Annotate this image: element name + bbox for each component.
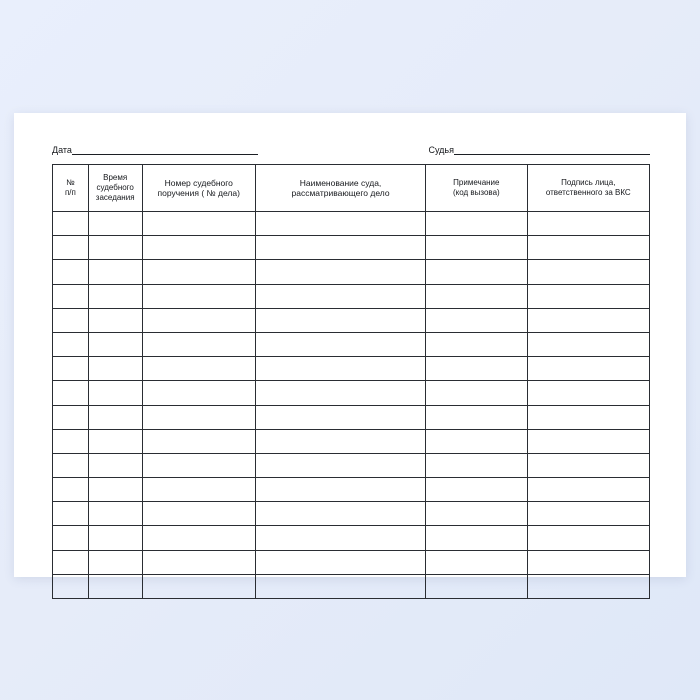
column-header-order-number-text: Номер судебного поручения ( № дела) bbox=[157, 178, 240, 198]
cell-time[interactable] bbox=[88, 357, 142, 381]
table-row bbox=[53, 357, 650, 381]
column-header-note-text: Примечание (код вызова) bbox=[452, 178, 500, 197]
cell-court-name[interactable] bbox=[255, 284, 425, 308]
page-content bbox=[52, 141, 650, 559]
cell-note[interactable] bbox=[426, 478, 527, 502]
cell-number[interactable] bbox=[53, 429, 89, 453]
table-head bbox=[53, 165, 650, 212]
table-row bbox=[53, 381, 650, 405]
cell-time[interactable] bbox=[88, 381, 142, 405]
column-header-number-text: № п/п bbox=[64, 178, 76, 197]
judge-write-line[interactable] bbox=[454, 145, 650, 155]
cell-order-number[interactable] bbox=[142, 429, 255, 453]
table-header-row bbox=[53, 165, 650, 212]
cell-number[interactable] bbox=[53, 405, 89, 429]
table-row bbox=[53, 453, 650, 477]
cell-order-number[interactable] bbox=[142, 453, 255, 477]
table-row bbox=[53, 308, 650, 332]
cell-number[interactable] bbox=[53, 284, 89, 308]
cell-court-name[interactable] bbox=[255, 236, 425, 260]
judge-label: Судья bbox=[428, 145, 454, 155]
cell-note[interactable] bbox=[426, 212, 527, 236]
cell-number[interactable] bbox=[53, 502, 89, 526]
cell-signature[interactable] bbox=[527, 381, 649, 405]
cell-time[interactable] bbox=[88, 332, 142, 356]
cell-order-number[interactable] bbox=[142, 236, 255, 260]
cell-court-name[interactable] bbox=[255, 574, 425, 598]
cell-time[interactable] bbox=[88, 212, 142, 236]
cell-time[interactable] bbox=[88, 429, 142, 453]
cell-court-name[interactable] bbox=[255, 526, 425, 550]
cell-time[interactable] bbox=[88, 260, 142, 284]
cell-number[interactable] bbox=[53, 308, 89, 332]
cell-signature[interactable] bbox=[527, 478, 649, 502]
cell-court-name[interactable] bbox=[255, 381, 425, 405]
cell-court-name[interactable] bbox=[255, 550, 425, 574]
cell-number[interactable] bbox=[53, 212, 89, 236]
table-row bbox=[53, 478, 650, 502]
cell-note[interactable] bbox=[426, 526, 527, 550]
date-field[interactable] bbox=[52, 145, 258, 155]
cell-signature[interactable] bbox=[527, 284, 649, 308]
column-header-court-name bbox=[255, 165, 425, 212]
table-row bbox=[53, 284, 650, 308]
cell-number[interactable] bbox=[53, 550, 89, 574]
cell-signature[interactable] bbox=[527, 308, 649, 332]
date-label: Дата bbox=[52, 145, 72, 155]
cell-time[interactable] bbox=[88, 574, 142, 598]
cell-signature[interactable] bbox=[527, 236, 649, 260]
table-row bbox=[53, 332, 650, 356]
cell-number[interactable] bbox=[53, 236, 89, 260]
paper-sheet bbox=[14, 113, 686, 577]
column-header-number bbox=[53, 165, 89, 212]
cell-number[interactable] bbox=[53, 381, 89, 405]
cell-order-number[interactable] bbox=[142, 574, 255, 598]
date-write-line[interactable] bbox=[72, 145, 258, 155]
cell-time[interactable] bbox=[88, 236, 142, 260]
cell-signature[interactable] bbox=[527, 502, 649, 526]
cell-order-number[interactable] bbox=[142, 502, 255, 526]
cell-order-number[interactable] bbox=[142, 526, 255, 550]
cell-time[interactable] bbox=[88, 526, 142, 550]
cell-note[interactable] bbox=[426, 502, 527, 526]
cell-note[interactable] bbox=[426, 284, 527, 308]
cell-number[interactable] bbox=[53, 332, 89, 356]
cell-number[interactable] bbox=[53, 526, 89, 550]
table-row bbox=[53, 574, 650, 598]
cell-number[interactable] bbox=[53, 574, 89, 598]
cell-number[interactable] bbox=[53, 357, 89, 381]
cell-signature[interactable] bbox=[527, 550, 649, 574]
cell-order-number[interactable] bbox=[142, 284, 255, 308]
cell-number[interactable] bbox=[53, 260, 89, 284]
cell-order-number[interactable] bbox=[142, 357, 255, 381]
cell-court-name[interactable] bbox=[255, 502, 425, 526]
column-header-time bbox=[88, 165, 142, 212]
cell-court-name[interactable] bbox=[255, 429, 425, 453]
cell-court-name[interactable] bbox=[255, 357, 425, 381]
cell-order-number[interactable] bbox=[142, 381, 255, 405]
cell-court-name[interactable] bbox=[255, 212, 425, 236]
cell-signature[interactable] bbox=[527, 260, 649, 284]
cell-time[interactable] bbox=[88, 308, 142, 332]
table-row bbox=[53, 429, 650, 453]
table-row bbox=[53, 405, 650, 429]
cell-time[interactable] bbox=[88, 284, 142, 308]
cell-order-number[interactable] bbox=[142, 478, 255, 502]
cell-signature[interactable] bbox=[527, 453, 649, 477]
column-header-court-name-text: Наименование суда, рассматривающего дело bbox=[291, 178, 390, 198]
cell-order-number[interactable] bbox=[142, 550, 255, 574]
column-header-note bbox=[426, 165, 527, 212]
cell-signature[interactable] bbox=[527, 212, 649, 236]
cell-time[interactable] bbox=[88, 502, 142, 526]
column-header-signature bbox=[527, 165, 649, 212]
cell-note[interactable] bbox=[426, 260, 527, 284]
cell-note[interactable] bbox=[426, 429, 527, 453]
column-header-time-text: Время судебного заседания bbox=[95, 173, 135, 202]
cell-number[interactable] bbox=[53, 453, 89, 477]
cell-signature[interactable] bbox=[527, 332, 649, 356]
cell-order-number[interactable] bbox=[142, 308, 255, 332]
cell-time[interactable] bbox=[88, 453, 142, 477]
cell-court-name[interactable] bbox=[255, 332, 425, 356]
cell-order-number[interactable] bbox=[142, 332, 255, 356]
cell-note[interactable] bbox=[426, 332, 527, 356]
cell-note[interactable] bbox=[426, 236, 527, 260]
cell-signature[interactable] bbox=[527, 574, 649, 598]
column-header-signature-text: Подпись лица, ответственного за ВКС bbox=[545, 178, 631, 197]
table-body bbox=[53, 212, 650, 599]
column-header-order-number bbox=[142, 165, 255, 212]
cell-signature[interactable] bbox=[527, 526, 649, 550]
table-row bbox=[53, 212, 650, 236]
cell-time[interactable] bbox=[88, 550, 142, 574]
cell-note[interactable] bbox=[426, 381, 527, 405]
cell-note[interactable] bbox=[426, 453, 527, 477]
table-row bbox=[53, 260, 650, 284]
cell-note[interactable] bbox=[426, 550, 527, 574]
cell-court-name[interactable] bbox=[255, 308, 425, 332]
cell-order-number[interactable] bbox=[142, 260, 255, 284]
journal-table bbox=[52, 164, 650, 599]
cell-court-name[interactable] bbox=[255, 453, 425, 477]
cell-time[interactable] bbox=[88, 478, 142, 502]
cell-note[interactable] bbox=[426, 574, 527, 598]
cell-order-number[interactable] bbox=[142, 405, 255, 429]
table-row bbox=[53, 550, 650, 574]
cell-note[interactable] bbox=[426, 357, 527, 381]
cell-court-name[interactable] bbox=[255, 260, 425, 284]
cell-number[interactable] bbox=[53, 478, 89, 502]
cell-signature[interactable] bbox=[527, 429, 649, 453]
table-row bbox=[53, 502, 650, 526]
table-row bbox=[53, 526, 650, 550]
document-header bbox=[52, 141, 650, 155]
judge-field[interactable] bbox=[428, 145, 650, 155]
cell-order-number[interactable] bbox=[142, 212, 255, 236]
cell-signature[interactable] bbox=[527, 405, 649, 429]
cell-note[interactable] bbox=[426, 405, 527, 429]
cell-note[interactable] bbox=[426, 308, 527, 332]
cell-court-name[interactable] bbox=[255, 478, 425, 502]
cell-signature[interactable] bbox=[527, 357, 649, 381]
cell-time[interactable] bbox=[88, 405, 142, 429]
cell-court-name[interactable] bbox=[255, 405, 425, 429]
table-row bbox=[53, 236, 650, 260]
